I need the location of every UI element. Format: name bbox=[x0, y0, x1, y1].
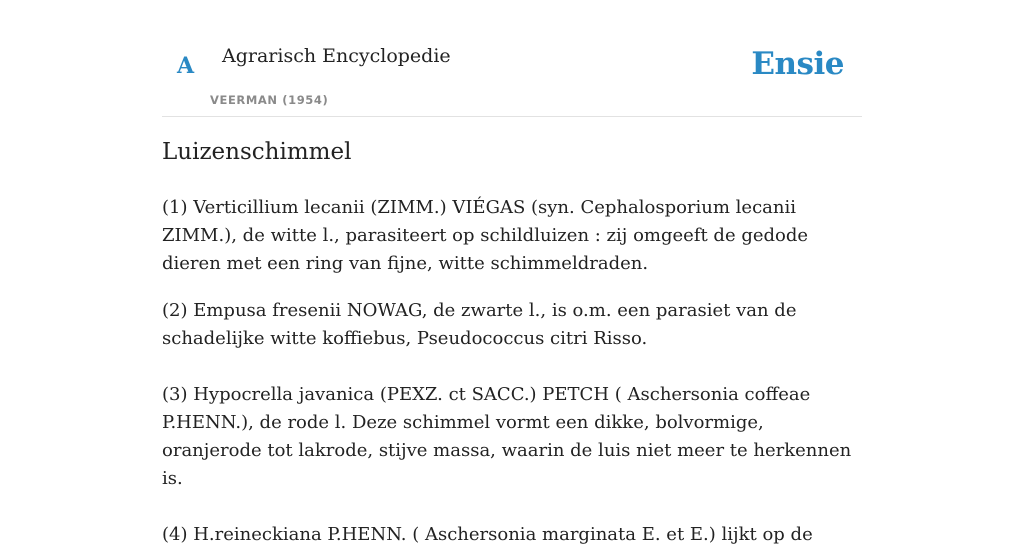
article-body bbox=[162, 138, 862, 549]
article-paragraph-2: (2) Empusa fresenii NOWAG, de zwarte l., is o.m. een parasiet van de schadelijke witte koffiebus, Pseudococcus citri Risso. bbox=[162, 299, 797, 349]
article-title: Luizenschimmel bbox=[162, 139, 352, 165]
book-author-label: VEERMAN (1954) bbox=[210, 93, 329, 107]
book-header bbox=[162, 0, 862, 117]
article-paragraph-3: (3) Hypocrella javanica (PEXZ. ct SACC.) PETCH ( Aschersonia coffeae P.HENN.), de rode l. Deze schimmel vormt een dikke, bolvormige, oranjerode tot lakrode, stijve massa, waarin de luis niet meer te herkennen is. bbox=[162, 383, 852, 489]
article-paragraph-1: (1) Verticillium lecanii (ZIMM.) VIÉGAS (syn. Cephalosporium lecanii ZIMM.), de witte l., parasiteert op schildluizen : zij omgeeft de gedode dieren met een ring van fijne, witte schimmeldraden. bbox=[162, 196, 809, 274]
book-letter-badge[interactable]: A bbox=[177, 53, 195, 79]
book-title-link[interactable]: Agrarisch Encyclopedie bbox=[222, 45, 451, 67]
ensie-logo-link[interactable]: Ensie bbox=[751, 46, 844, 82]
article-paragraph-4: (4) H.reineckiana P.HENN. ( Aschersonia marginata E. et E.) lijkt op de bbox=[162, 523, 813, 545]
